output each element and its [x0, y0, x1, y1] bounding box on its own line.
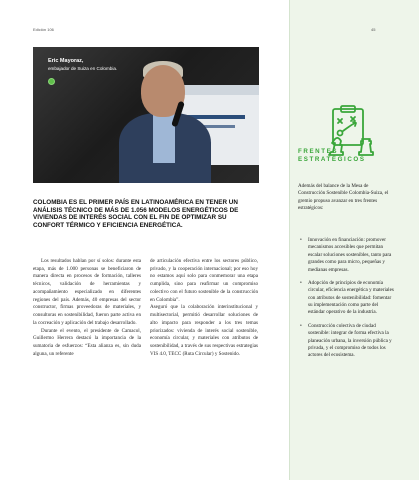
bullet-icon: •: [300, 237, 302, 243]
list-item: • Construcción colectiva de ciudad sostenible: integrar de forma efectiva la planeación urbana, la inversión pública y privada, y el compromiso de todos los actores del ecosistema.: [300, 322, 392, 359]
bullet-icon: •: [300, 322, 302, 329]
photo-caption: [48, 58, 118, 85]
green-dot-icon: [48, 78, 55, 85]
paragraph: Durante el evento, el presidente de Camacol, Guillermo Herrera destacó la importancia de la sumatoria de esfuerzos: “Esta alianza es, sin duda alguna, un referente: [33, 327, 141, 357]
sidebar-intro: Además del balance de la Mesa de Construcción Sostenible Colombia-Suiza, el gremio propuso avanzar en tres frentes estratégicos:: [298, 183, 389, 212]
sidebar-list: [298, 237, 394, 366]
list-item: • Adopción de principios de economía circular, eficiencia energética y materiales con atributos de sostenibilidad: fomentar su implementación como parte del estándar operativo de la industria.: [300, 279, 394, 316]
bullet-icon: •: [300, 279, 302, 286]
body-column-1: [33, 258, 141, 359]
body-column-2: [150, 258, 258, 359]
edition-label: Edición 106: [33, 27, 54, 32]
paragraph: Aseguró que la colaboración interinstitucional y multisectorial, permitió desarrollar soluciones de alto impacto para responder a los tres temas priorizados: vivienda de interés social sostenible, economía circular, y materiales con atributos de sostenibilidad, a través de sus respectivas estrategias VIS 4.0, TECC (Ruta Circular) y Sostenido.: [150, 304, 258, 357]
caption-name: Eric Mayoraz,: [48, 58, 84, 64]
list-item: • Innovación en financiación: promover mecanismos accesibles que permitan escalar soluciones sostenibles, tanto para grandes como para micro, pequeñas y medianas empresas.: [300, 237, 392, 273]
paragraph: Los resultados hablan por sí solos: durante esta etapa, más de 1.000 personas se beneficiaron de manera directa en procesos de formación, talleres técnicos, validación de herramientas y acompañamiento especializado en diferentes regiones del país. Además, 40 empresas del sector constructor, firmas proveedoras de materiales, y consultoras en sostenibilidad, fueron parte activa en la cocreación y aplicación del trabajo desarrollado.: [33, 258, 141, 326]
sidebar-title: FRENTES ESTRATÉGICOS: [298, 148, 366, 164]
caption-role: embajador de Suiza en Colombia.: [48, 66, 118, 72]
paragraph: de articulación efectiva entre los sectores público, privado, y la cooperación internacional; por eso hoy no estamos aquí solo para conmemorar una etapa cumplida, sino para reafirmar un compromiso colectivo con el futuro sostenible de la construcción en Colombia”.: [150, 258, 258, 303]
article-headline: COLOMBIA ES EL PRIMER PAÍS EN LATINOAMÉRICA EN TENER UN ANÁLISIS TÉCNICO DE MÁS DE 1.056 MODELOS ENERGÉTICOS DE VIVIENDAS DE INTERÉS SOCIAL CON EL FIN DE OPTIMIZAR SU CONFORT TÉRMICO Y EFICIENCIA ENERGÉTICA.: [33, 199, 239, 229]
page-number: 45: [371, 27, 376, 32]
